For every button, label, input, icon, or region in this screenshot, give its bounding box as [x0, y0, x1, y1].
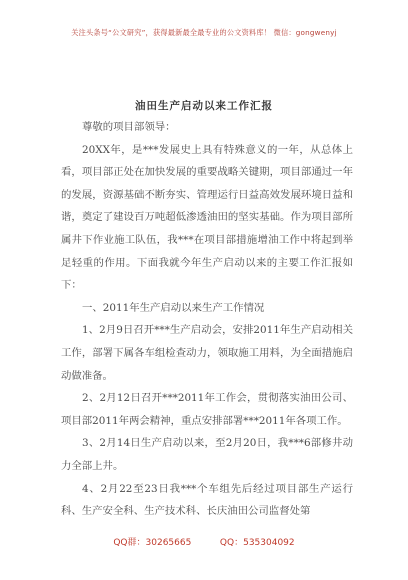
- document-body: [61, 116, 353, 523]
- footer-contact-note: QQ群：30265665 QQ：535304092: [113, 538, 295, 548]
- paragraph: 2、2月12日召开***2011年工作会，贯彻落实油田公司、项目部2011年两会精神，重点安排部署***2011年各项工作。: [61, 392, 353, 427]
- salutation: 尊敬的项目部领导：: [82, 121, 176, 133]
- paragraph: 4、2月22至23日我***个车组先后经过项目部生产运行科、生产安全科、生产技术科、长庆油田公司监督处第: [61, 482, 353, 518]
- header-promo-note: 关注头条号“公文研究”，获得最新最全最专业的公文资料库！ 微信：gongwenyj: [71, 28, 337, 37]
- section-heading: 一、2011年生产启动以来生产工作情况: [82, 301, 265, 314]
- paragraph: 1、2月9日召开***生产启动会，安排2011年生产启动相关工作，部署下属各车组检查动力，领取施工用料，为全面措施启动做准备。: [61, 324, 353, 382]
- paragraph: 3、2月14日生产启动以来，至2月20日，我***6部修井动力全部上井。: [61, 437, 353, 472]
- document-title: 油田生产启动以来工作汇报: [135, 100, 273, 112]
- paragraph: 20XX年，是***发展史上具有特殊意义的一年，从总体上看，项目部正处在加快发展的重要战略关键期，项目部通过一年的发展，资源基础不断夯实、管理运行日益高效发展环境日益和谐，奠定了建设百万吨超低渗透油田的坚实基础。作为项目部所属井下作业施工队伍，我***在项目部措施增油工作中将起到举足轻重的作用。下面我就今年生产启动以来的主要工作汇报如下：: [61, 143, 353, 292]
